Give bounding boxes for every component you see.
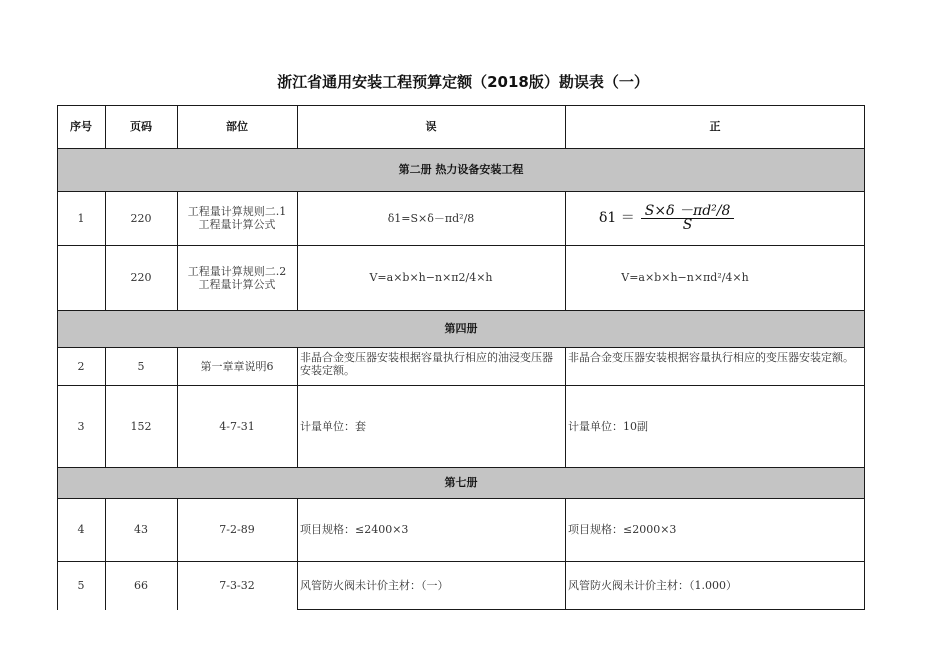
row5-wrong: 风管防火阀未计价主材：（一） (300, 579, 449, 592)
formula-numerator: S×δ －πd²/8 (641, 205, 735, 219)
row1-part: 工程量计算规则二.1 工程量计算公式 (187, 205, 287, 231)
header-page: 页码 (130, 120, 152, 133)
row3-wrong: 计量单位：套 (300, 419, 366, 433)
row3-no: 3 (77, 419, 85, 433)
section-volume-4: 第四册 (57, 310, 865, 347)
hline (57, 347, 865, 348)
vline (105, 191, 106, 310)
row3-right: 计量单位：10副 (568, 419, 648, 433)
header-part: 部位 (226, 120, 248, 133)
vline (177, 105, 178, 148)
formula-fraction (641, 202, 735, 233)
row4-page: 43 (134, 523, 148, 536)
row1b-no (57, 245, 105, 310)
vline (177, 347, 178, 467)
vline (565, 105, 566, 148)
row5-part: 7-3-32 (219, 579, 255, 592)
row2-page: 5 (137, 359, 145, 373)
vline (105, 347, 106, 467)
vline (105, 105, 106, 148)
hline (297, 609, 865, 610)
hline (57, 191, 865, 192)
hline (57, 245, 865, 246)
hline (57, 498, 865, 499)
formula-lhs: δ1 ＝ (599, 209, 635, 226)
row1b-part: 工程量计算规则二.2 工程量计算公式 (187, 264, 287, 291)
row3-page: 152 (130, 419, 152, 433)
row2-part: 第一章章说明6 (200, 359, 274, 373)
hline (57, 105, 865, 106)
vline (565, 347, 566, 467)
header-no: 序号 (70, 120, 92, 133)
vline (864, 105, 865, 610)
row4-wrong: 项目规格：≤2400×3 (300, 523, 409, 536)
row4-part: 7-2-89 (219, 523, 255, 536)
hline (57, 310, 865, 311)
row1-wrong: δ1=S×δ－πd²/8 (387, 211, 475, 225)
vline (297, 105, 298, 148)
row1b-page: 220 (130, 271, 152, 284)
row5-no: 5 (77, 579, 85, 592)
vline (565, 498, 566, 610)
vline (105, 498, 106, 610)
hline (57, 467, 865, 468)
vline (297, 347, 298, 467)
section-volume-7: 第七册 (57, 467, 865, 498)
header-wrong: 误 (425, 120, 437, 133)
row1b-right: V=a×b×h−n×πd²/4×h (621, 271, 749, 284)
row2-wrong: 非晶合金变压器安装根据容量执行相应的油浸变压器安装定额。 (300, 351, 553, 377)
vline (177, 191, 178, 310)
row5-page: 66 (134, 579, 148, 592)
formula-denominator: S (682, 216, 693, 233)
row1-no: 1 (77, 211, 85, 225)
vline (177, 498, 178, 610)
vline (297, 191, 298, 310)
row1-right-formula (565, 191, 865, 245)
row2-no: 2 (77, 359, 85, 373)
vline (57, 105, 58, 610)
row4-right: 项目规格：≤2000×3 (568, 523, 677, 536)
header-right: 正 (709, 120, 721, 133)
row1-page: 220 (130, 211, 152, 225)
vline (297, 498, 298, 610)
row2-right: 非晶合金变压器安装根据容量执行相应的变压器安装定额。 (568, 351, 854, 364)
row3-part: 4-7-31 (219, 419, 255, 433)
row1b-wrong: V=a×b×h−n×π2/4×h (369, 271, 493, 284)
hline (57, 148, 865, 149)
document-title: 浙江省通用安装工程预算定额（2018版）勘误表（一） (277, 73, 649, 91)
row5-right: 风管防火阀未计价主材：（1.000） (568, 579, 737, 592)
row4-no: 4 (77, 523, 85, 536)
hline (57, 385, 865, 386)
hline (57, 561, 865, 562)
section-volume-2: 第二册 热力设备安装工程 (57, 148, 865, 191)
vline (565, 191, 566, 310)
